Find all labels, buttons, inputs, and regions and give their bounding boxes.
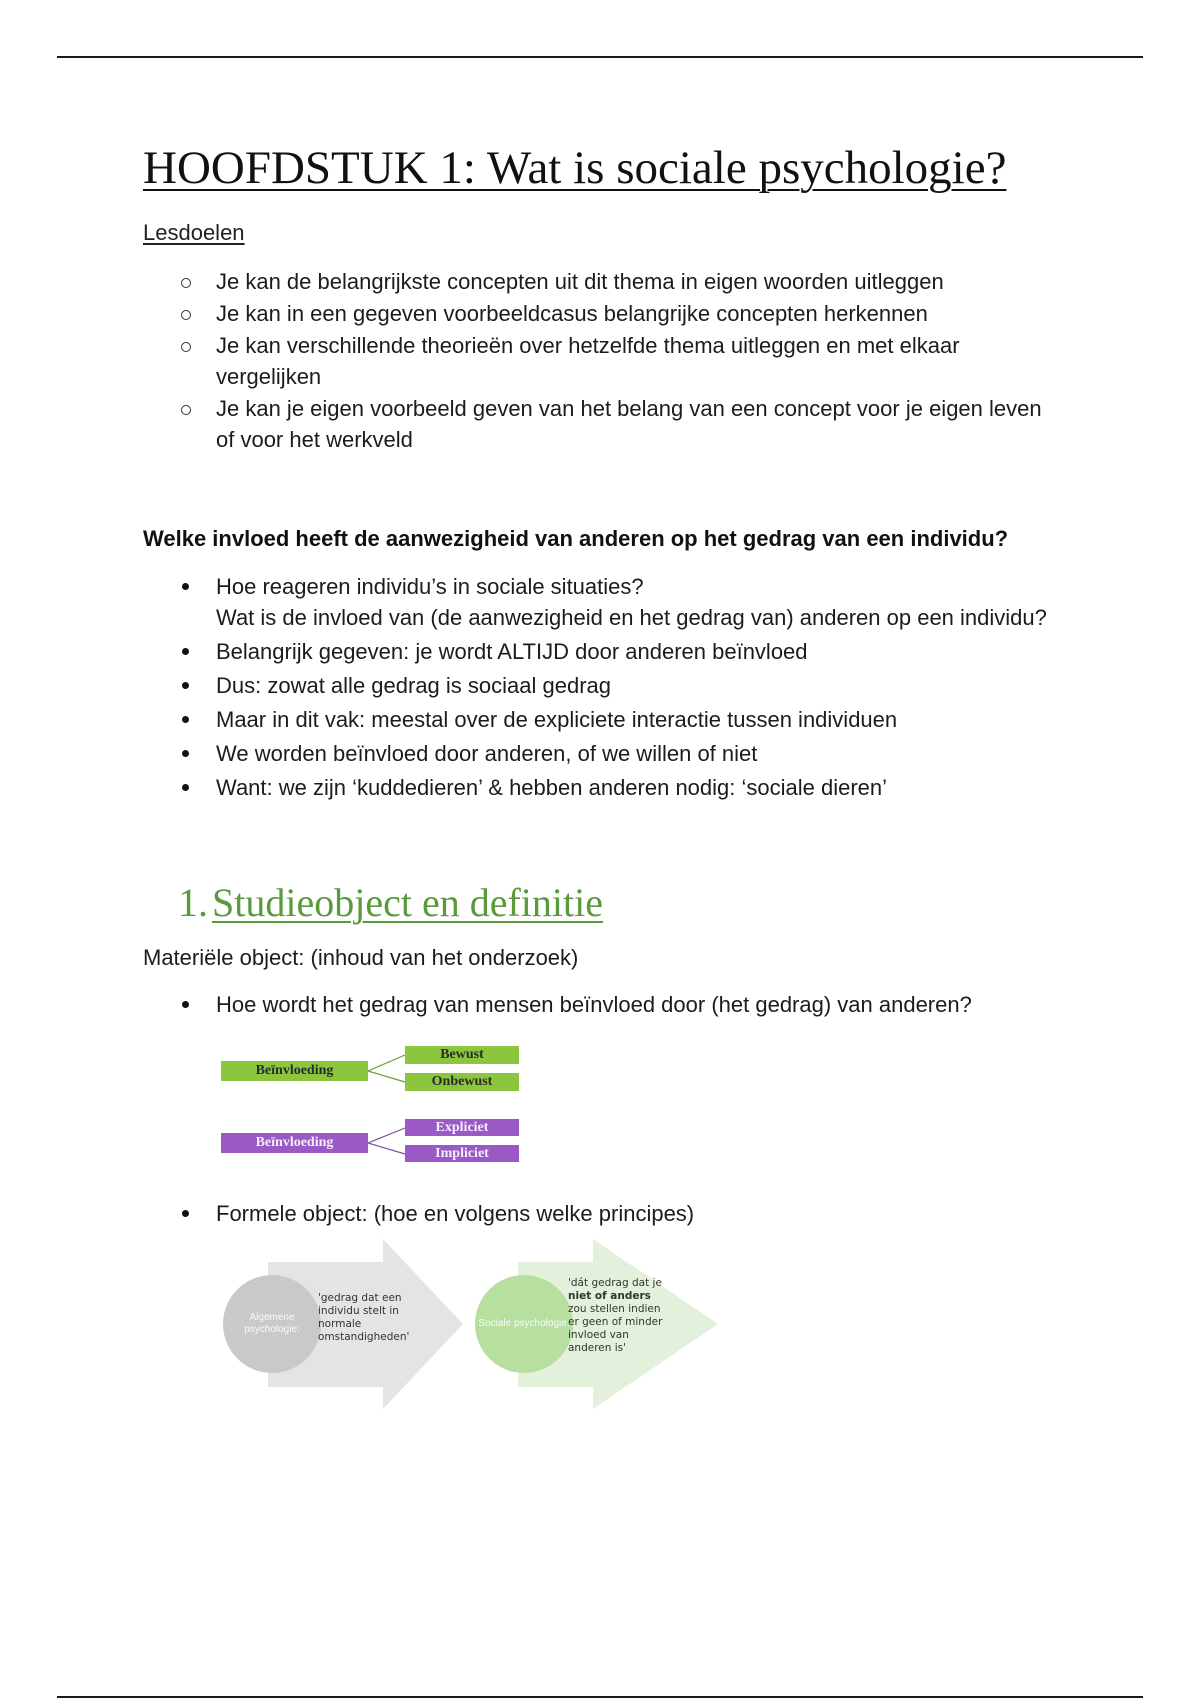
question-bullets: [143, 571, 1063, 803]
chapter-title: HOOFDSTUK 1: Wat is sociale psychologie?: [143, 142, 1007, 194]
question-heading: Welke invloed heeft de aanwezigheid van anderen op het gedrag van een individu?: [143, 526, 1009, 552]
purple-branch-expliciet: Expliciet: [405, 1119, 519, 1136]
green-root-box: Beïnvloeding: [221, 1061, 368, 1081]
list-item: Je kan in een gegeven voorbeeldcasus belangrijke concepten herkennen: [143, 298, 1063, 329]
list-item: Formele object: (hoe en volgens welke principes): [143, 1198, 1063, 1229]
learning-goals-heading: Lesdoelen: [143, 220, 245, 246]
list-item: [143, 571, 1063, 633]
text-part-bold: niet of anders: [568, 1290, 651, 1303]
bottom-rule: [57, 1696, 1143, 1698]
section-heading: [178, 881, 1063, 925]
list-item: Want: we zijn ‘kuddedieren’ & hebben anderen nodig: ‘sociale dieren’: [143, 772, 1063, 803]
list-item: Dus: zowat alle gedrag is sociaal gedrag: [143, 670, 1063, 701]
formal-object-list: [143, 1198, 1063, 1229]
list-item: Je kan verschillende theorieën over hetzelfde thema uitleggen en met elkaar vergelijken: [143, 330, 1063, 392]
social-psychology-text: [568, 1277, 668, 1355]
purple-root-box: Beïnvloeding: [221, 1133, 368, 1153]
list-item: Hoe wordt het gedrag van mensen beïnvloed door (het gedrag) van anderen?: [143, 989, 1063, 1020]
purple-branch-impliciet: Impliciet: [405, 1145, 519, 1162]
list-item: Belangrijk gegeven: je wordt ALTIJD door anderen beïnvloed: [143, 636, 1063, 667]
social-psychology-circle: Sociale psychologie:: [475, 1275, 573, 1373]
green-branch-bewust: Bewust: [405, 1046, 519, 1064]
psychology-comparison-diagram: [218, 1237, 718, 1412]
document-page: [143, 140, 1063, 1412]
bullet-line: Hoe reageren individu’s in sociale situaties?: [216, 574, 644, 600]
list-item: Je kan je eigen voorbeeld geven van het belang van een concept voor je eigen leven of voor het werkveld: [143, 393, 1063, 455]
material-object-list: [143, 989, 1063, 1020]
section-number: 1.: [178, 880, 208, 926]
general-psychology-text: 'gedrag dat een individu stelt in normale omstandigheden': [318, 1292, 410, 1344]
section-title: Studieobject en definitie: [212, 880, 603, 926]
green-branch-onbewust: Onbewust: [405, 1073, 519, 1091]
list-item: We worden beïnvloed door anderen, of we willen of niet: [143, 738, 1063, 769]
list-item: Maar in dit vak: meestal over de expliciete interactie tussen individuen: [143, 704, 1063, 735]
text-part: 'dát gedrag dat je: [568, 1277, 662, 1290]
bullet-line: Wat is de invloed van (de aanwezigheid en het gedrag van) anderen op een individu?: [216, 605, 1047, 631]
influence-diagram: [221, 1036, 551, 1186]
top-rule: [57, 56, 1143, 58]
list-item: Je kan de belangrijkste concepten uit dit thema in eigen woorden uitleggen: [143, 266, 1063, 297]
learning-goals-list: [143, 266, 1063, 455]
text-part: zou stellen indien er geen of minder invloed van anderen is': [568, 1303, 663, 1355]
general-psychology-circle: Algemene psychologie:: [223, 1275, 321, 1373]
material-object-label: Materiële object: (inhoud van het onderzoek): [143, 945, 579, 971]
